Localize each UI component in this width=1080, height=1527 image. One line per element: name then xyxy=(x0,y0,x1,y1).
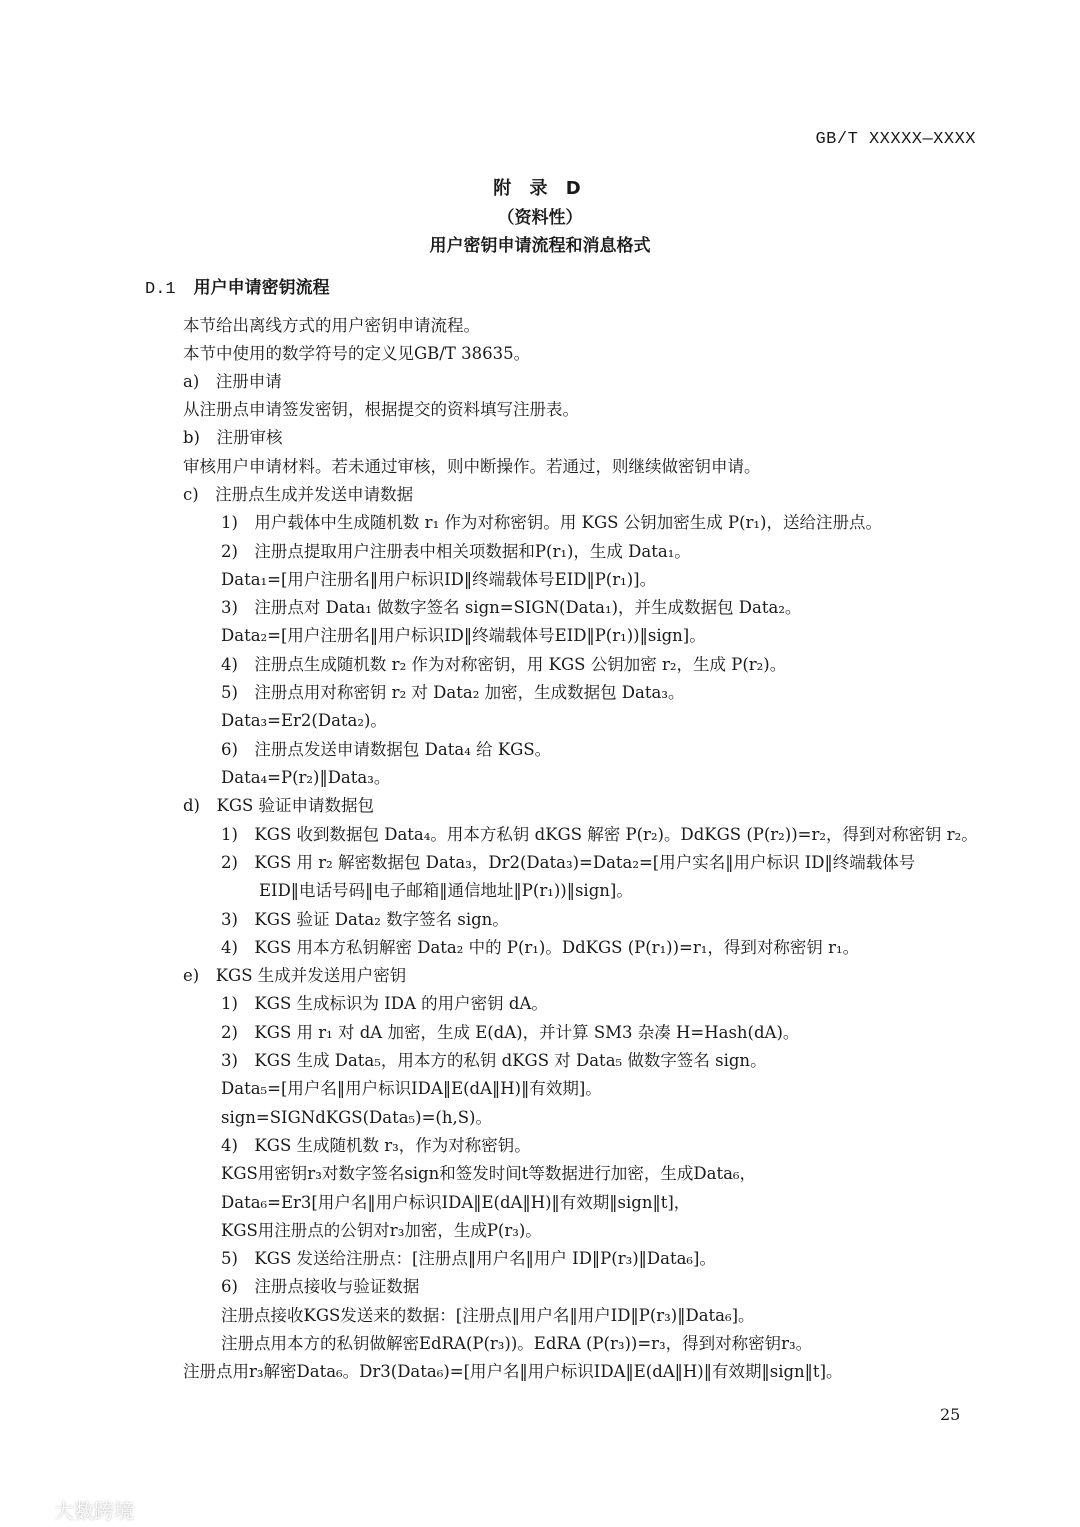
list-item: 6) 注册点接收与验证数据 xyxy=(221,1277,420,1296)
formula-line: Data₆=Er3[用户名‖用户标识IDA‖E(dA‖H)‖有效期‖sign‖t]， xyxy=(221,1193,691,1212)
brand-logo-icon xyxy=(10,1500,50,1520)
formula-line: sign=SIGNdKGS(Data₅)=(h,S)。 xyxy=(221,1108,492,1127)
list-item: c) 注册点生成并发送申请数据 xyxy=(183,485,414,504)
section-heading xyxy=(145,273,330,299)
list-item: d) KGS 验证申请数据包 xyxy=(183,796,375,815)
formula-line: Data₂=[用户注册名‖用户标识ID‖终端载体号EID‖P(r₁))‖sign]。 xyxy=(221,626,706,645)
list-item: 3) KGS 验证 Data₂ 数字签名 sign。 xyxy=(221,910,509,929)
section-number: D.1 xyxy=(145,280,176,299)
watermark xyxy=(10,1495,134,1524)
paragraph: 注册点接收KGS发送来的数据：[注册点‖用户名‖用户ID‖P(r₃)‖Data₆]。 xyxy=(221,1306,755,1325)
formula-line: Data₁=[用户注册名‖用户标识ID‖终端载体号EID‖P(r₁)]。 xyxy=(221,570,657,589)
formula-line: Data₄=P(r₂)‖Data₃。 xyxy=(221,768,391,787)
paragraph: 注册点用r₃解密Data₆。Dr3(Data₆)=[用户名‖用户标识IDA‖E(dA‖H)‖有效期‖sign‖t]。 xyxy=(183,1362,843,1381)
list-item: 1) 用户载体中生成随机数 r₁ 作为对称密钥。用 KGS 公钥加密生成 P(r₁)，送给注册点。 xyxy=(221,513,882,532)
list-item: 2) KGS 用 r₂ 解密数据包 Data₃，Dr2(Data₃)=Data₂=[用户实名‖用户标识 ID‖终端载体号 xyxy=(221,853,916,872)
standard-number: GB/T XXXXX—XXXX xyxy=(815,130,976,149)
list-item: 5) KGS 发送给注册点：[注册点‖用户名‖用户 ID‖P(r₃)‖Data₆]。 xyxy=(221,1249,716,1268)
paragraph: 审核用户申请材料。若未通过审核，则中断操作。若通过，则继续做密钥申请。 xyxy=(183,457,761,476)
list-item: 3) 注册点对 Data₁ 做数字签名 sign=SIGN(Data₁)，并生成数据包 Data₂。 xyxy=(221,598,802,617)
watermark-text: 大数跨境 xyxy=(54,1499,134,1523)
list-item: 3) KGS 生成 Data₅，用本方的私钥 dKGS 对 Data₅ 做数字签名 sign。 xyxy=(221,1051,767,1070)
list-item: a) 注册申请 xyxy=(183,372,282,391)
paragraph: KGS用注册点的公钥对r₃加密，生成P(r₃)。 xyxy=(221,1221,542,1240)
list-item: 1) KGS 收到数据包 Data₄。用本方私钥 dKGS 解密 P(r₂)。DdKGS (P(r₂))=r₂，得到对称密钥 r₂。 xyxy=(221,825,978,844)
paragraph: 从注册点申请签发密钥，根据提交的资料填写注册表。 xyxy=(183,400,579,419)
list-item: 2) 注册点提取用户注册表中相关项数据和P(r₁)，生成 Data₁。 xyxy=(221,542,691,561)
section-title: 用户申请密钥流程 xyxy=(193,278,330,298)
list-item: 1) KGS 生成标识为 IDA 的用户密钥 dA。 xyxy=(221,994,548,1013)
paragraph: 本节中使用的数学符号的定义见GB/T 38635。 xyxy=(183,344,531,363)
paragraph: KGS用密钥r₃对数字签名sign和签发时间t等数据进行加密，生成Data₆， xyxy=(221,1164,757,1183)
list-item: e) KGS 生成并发送用户密钥 xyxy=(183,966,407,985)
list-item: 2) KGS 用 r₁ 对 dA 加密，生成 E(dA)，并计算 SM3 杂凑 H=Hash(dA)。 xyxy=(221,1023,800,1042)
appendix-title: 附 录 D xyxy=(493,178,587,199)
formula-line: Data₅=[用户名‖用户标识IDA‖E(dA‖H)‖有效期]。 xyxy=(221,1079,602,1098)
list-item-continuation: EID‖电话号码‖电子邮箱‖通信地址‖P(r₁))‖sign]。 xyxy=(259,881,633,900)
list-item: b) 注册审核 xyxy=(183,428,283,447)
paragraph: 本节给出离线方式的用户密钥申请流程。 xyxy=(183,316,480,335)
list-item: 6) 注册点发送申请数据包 Data₄ 给 KGS。 xyxy=(221,740,552,759)
paragraph: 注册点用本方的私钥做解密EdRA(P(r₃))。EdRA (P(r₃))=r₃，得到对称密钥r₃。 xyxy=(221,1334,813,1353)
page-number: 25 xyxy=(940,1405,961,1424)
appendix-name: 用户密钥申请流程和消息格式 xyxy=(429,236,651,256)
appendix-nature: （资料性） xyxy=(497,208,583,228)
list-item: 4) KGS 生成随机数 r₃，作为对称密钥。 xyxy=(221,1136,531,1155)
list-item: 4) KGS 用本方私钥解密 Data₂ 中的 P(r₁)。DdKGS (P(r₁))=r₁，得到对称密钥 r₁。 xyxy=(221,938,860,957)
list-item: 4) 注册点生成随机数 r₂ 作为对称密钥，用 KGS 公钥加密 r₂，生成 P(r₂)。 xyxy=(221,655,787,674)
list-item: 5) 注册点用对称密钥 r₂ 对 Data₂ 加密，生成数据包 Data₃。 xyxy=(221,683,685,702)
formula-line: Data₃=Er2(Data₂)。 xyxy=(221,711,387,730)
